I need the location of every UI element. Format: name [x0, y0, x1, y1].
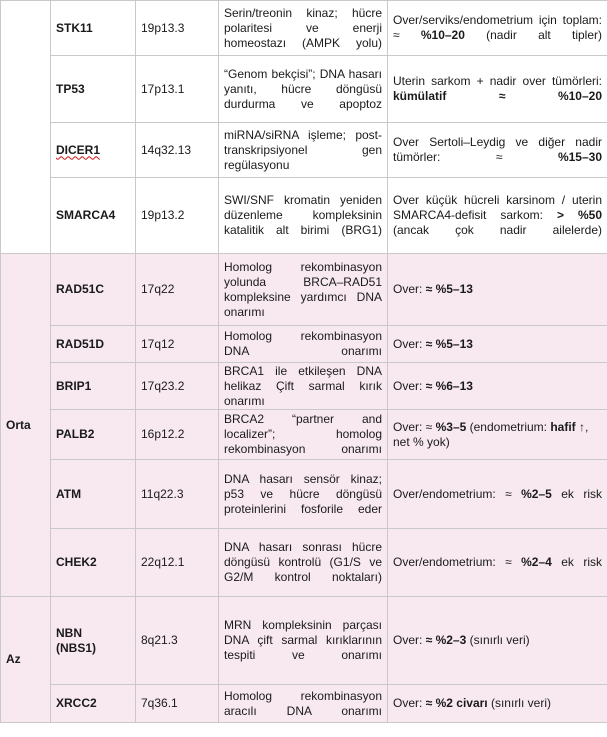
gene-locus: 8q21.3	[136, 597, 219, 685]
gene-risk: Over: ≈ %2 civarı (sınırlı veri)	[388, 685, 607, 723]
gene-function: DNA hasarı sensör kinaz; p53 ve hücre döngüsü proteinlerini fosforile eder	[219, 460, 388, 529]
table-row	[1, 685, 607, 723]
gene-locus: 11q22.3	[136, 460, 219, 529]
table-row	[1, 410, 607, 460]
gene-function: Homolog rekombinasyon yolunda BRCA–RAD51 kompleksine yardımcı DNA onarımı	[219, 254, 388, 326]
gene-locus: 17q12	[136, 326, 219, 363]
group-cell-top	[1, 1, 51, 254]
gene-name: CHEK2	[51, 529, 136, 597]
gene-name: ATM	[51, 460, 136, 529]
gene-locus: 7q36.1	[136, 685, 219, 723]
gene-name: NBN (NBS1)	[51, 597, 136, 685]
gene-risk: Over: ≈ %3–5 (endometrium: hafif ↑, net % yok)	[388, 410, 607, 460]
gene-name: DICER1	[51, 123, 136, 178]
gene-risk: Over/serviks/endometrium için toplam: ≈ %10–20 (nadir alt tipler)	[388, 1, 607, 56]
gene-locus: 17q22	[136, 254, 219, 326]
group-label-orta: Orta	[1, 254, 51, 597]
table-row	[1, 56, 607, 123]
gene-locus: 16p12.2	[136, 410, 219, 460]
gene-risk: Over/endometrium: ≈ %2–5 ek risk	[388, 460, 607, 529]
gene-locus: 14q32.13	[136, 123, 219, 178]
gene-risk: Over: ≈ %5–13	[388, 326, 607, 363]
table-row	[1, 178, 607, 254]
gene-risk: Over küçük hücreli karsinom / uterin SMARCA4-defisit sarkom: > %50 (ancak çok nadir ailelerde)	[388, 178, 607, 254]
gene-risk: Uterin sarkom + nadir over tümörleri: kümülatif ≈ %10–20	[388, 56, 607, 123]
gene-function: BRCA2 “partner and localizer”; homolog rekombinasyon onarımı	[219, 410, 388, 460]
gene-function: Homolog rekombinasyon DNA onarımı	[219, 326, 388, 363]
gene-locus: 19p13.2	[136, 178, 219, 254]
gene-function: “Genom bekçisi”; DNA hasarı yanıtı, hücre döngüsü durdurma ve apoptoz	[219, 56, 388, 123]
gene-name: XRCC2	[51, 685, 136, 723]
group-label-az: Az	[1, 597, 51, 723]
gene-locus: 17p13.1	[136, 56, 219, 123]
gene-locus: 17q23.2	[136, 363, 219, 410]
gene-risk: Over/endometrium: ≈ %2–4 ek risk	[388, 529, 607, 597]
table-row	[1, 326, 607, 363]
gene-name: BRIP1	[51, 363, 136, 410]
gene-function: MRN kompleksinin parçası DNA çift sarmal kırıklarının tespiti ve onarımı	[219, 597, 388, 685]
gene-risk: Over Sertoli–Leydig ve diğer nadir tümörler: ≈ %15–30	[388, 123, 607, 178]
table-row	[1, 1, 607, 56]
table-row	[1, 460, 607, 529]
gene-function: miRNA/siRNA işleme; post-transkripsiyonel gen regülasyonu	[219, 123, 388, 178]
gene-name: STK11	[51, 1, 136, 56]
gene-locus: 22q12.1	[136, 529, 219, 597]
gene-name: TP53	[51, 56, 136, 123]
gene-risk: Over: ≈ %2–3 (sınırlı veri)	[388, 597, 607, 685]
gene-name: PALB2	[51, 410, 136, 460]
table-row	[1, 123, 607, 178]
gene-name: RAD51D	[51, 326, 136, 363]
gene-function: BRCA1 ile etkileşen DNA helikaz Çift sarmal kırık onarımı	[219, 363, 388, 410]
table-row	[1, 363, 607, 410]
gene-function: Serin/treonin kinaz; hücre polaritesi ve enerji homeostazı (AMPK yolu)	[219, 1, 388, 56]
gene-function: SWI/SNF kromatin yeniden düzenleme kompleksinin katalitik alt birimi (BRG1)	[219, 178, 388, 254]
gene-function: DNA hasarı sonrası hücre döngüsü kontrolü (G1/S ve G2/M kontrol noktaları)	[219, 529, 388, 597]
gene-locus: 19p13.3	[136, 1, 219, 56]
gene-name: RAD51C	[51, 254, 136, 326]
gene-risk: Over: ≈ %5–13	[388, 254, 607, 326]
table-row	[1, 529, 607, 597]
gene-function: Homolog rekombinasyon aracılı DNA onarımı	[219, 685, 388, 723]
table-row	[1, 254, 607, 326]
gene-name: SMARCA4	[51, 178, 136, 254]
gene-risk: Over: ≈ %6–13	[388, 363, 607, 410]
table-row	[1, 597, 607, 685]
